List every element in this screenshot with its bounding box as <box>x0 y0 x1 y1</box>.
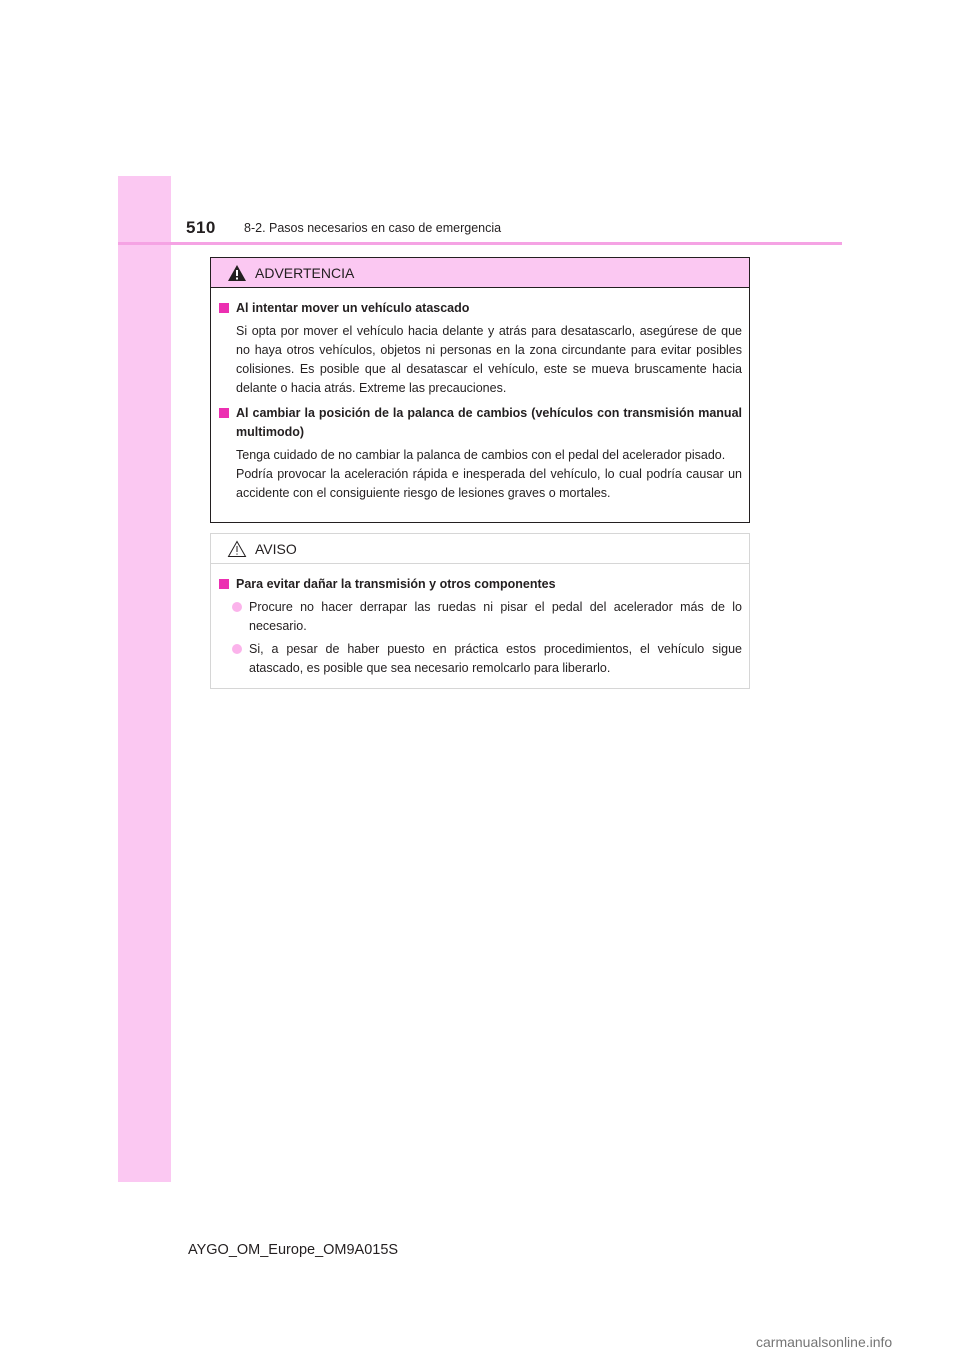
notice-body <box>211 564 749 678</box>
circle-bullet-icon <box>232 644 242 654</box>
warning-header <box>211 258 749 288</box>
warning-item-text: Tenga cuidado de no cambiar la palanca de cambios con el pedal del acelerador pisado. Podría provocar la aceleración rápida e inesperada del vehículo, lo cual podría causar un accidente con el consiguiente riesgo de lesiones graves o mortales. <box>236 448 742 500</box>
chapter-tab-bar <box>118 176 171 1182</box>
warning-item-heading: Al intentar mover un vehículo atascado <box>219 299 742 318</box>
warning-box <box>210 257 750 523</box>
watermark: carmanualsonline.info <box>756 1334 893 1350</box>
header-rule <box>118 242 842 245</box>
notice-heading: Para evitar dañar la transmisión y otros componentes <box>219 575 742 594</box>
circle-bullet-icon <box>232 602 242 612</box>
square-bullet-icon <box>219 408 229 418</box>
notice-bullet-list <box>219 598 742 678</box>
section-title: 8-2. Pasos necesarios en caso de emergencia <box>244 221 502 235</box>
notice-bullet-item: Si, a pesar de haber puesto en práctica estos procedimientos, el vehículo sigue atascado, es posible que sea necesario remolcarlo para liberarlo. <box>232 640 742 678</box>
warning-body <box>211 288 749 503</box>
warning-item-heading: Al cambiar la posición de la palanca de cambios (vehículos con transmisión manual multimodo) <box>219 404 742 442</box>
warning-item-text: Si opta por mover el vehículo hacia delante y atrás para desatascarlo, asegúrese de que no haya otros vehículos, objetos ni personas en la zona circundante para evitar posibles colisiones. Es posible que al desatascar el vehículo, este se mueva bruscamente hacia delante o hacia atrás. Extreme las precauciones. <box>236 324 742 395</box>
warning-title: ADVERTENCIA <box>255 264 355 281</box>
notice-title: AVISO <box>255 540 297 557</box>
notice-box <box>210 533 750 689</box>
square-bullet-icon <box>219 303 229 313</box>
page-number: 510 <box>186 218 216 237</box>
caution-triangle-outline-icon <box>227 540 247 558</box>
document-code: AYGO_OM_Europe_OM9A015S <box>188 1242 399 1258</box>
warning-triangle-icon <box>227 264 247 282</box>
square-bullet-icon <box>219 579 229 589</box>
notice-header <box>211 534 749 564</box>
notice-bullet-item: Procure no hacer derrapar las ruedas ni pisar el pedal del acelerador más de lo necesario. <box>232 598 742 636</box>
